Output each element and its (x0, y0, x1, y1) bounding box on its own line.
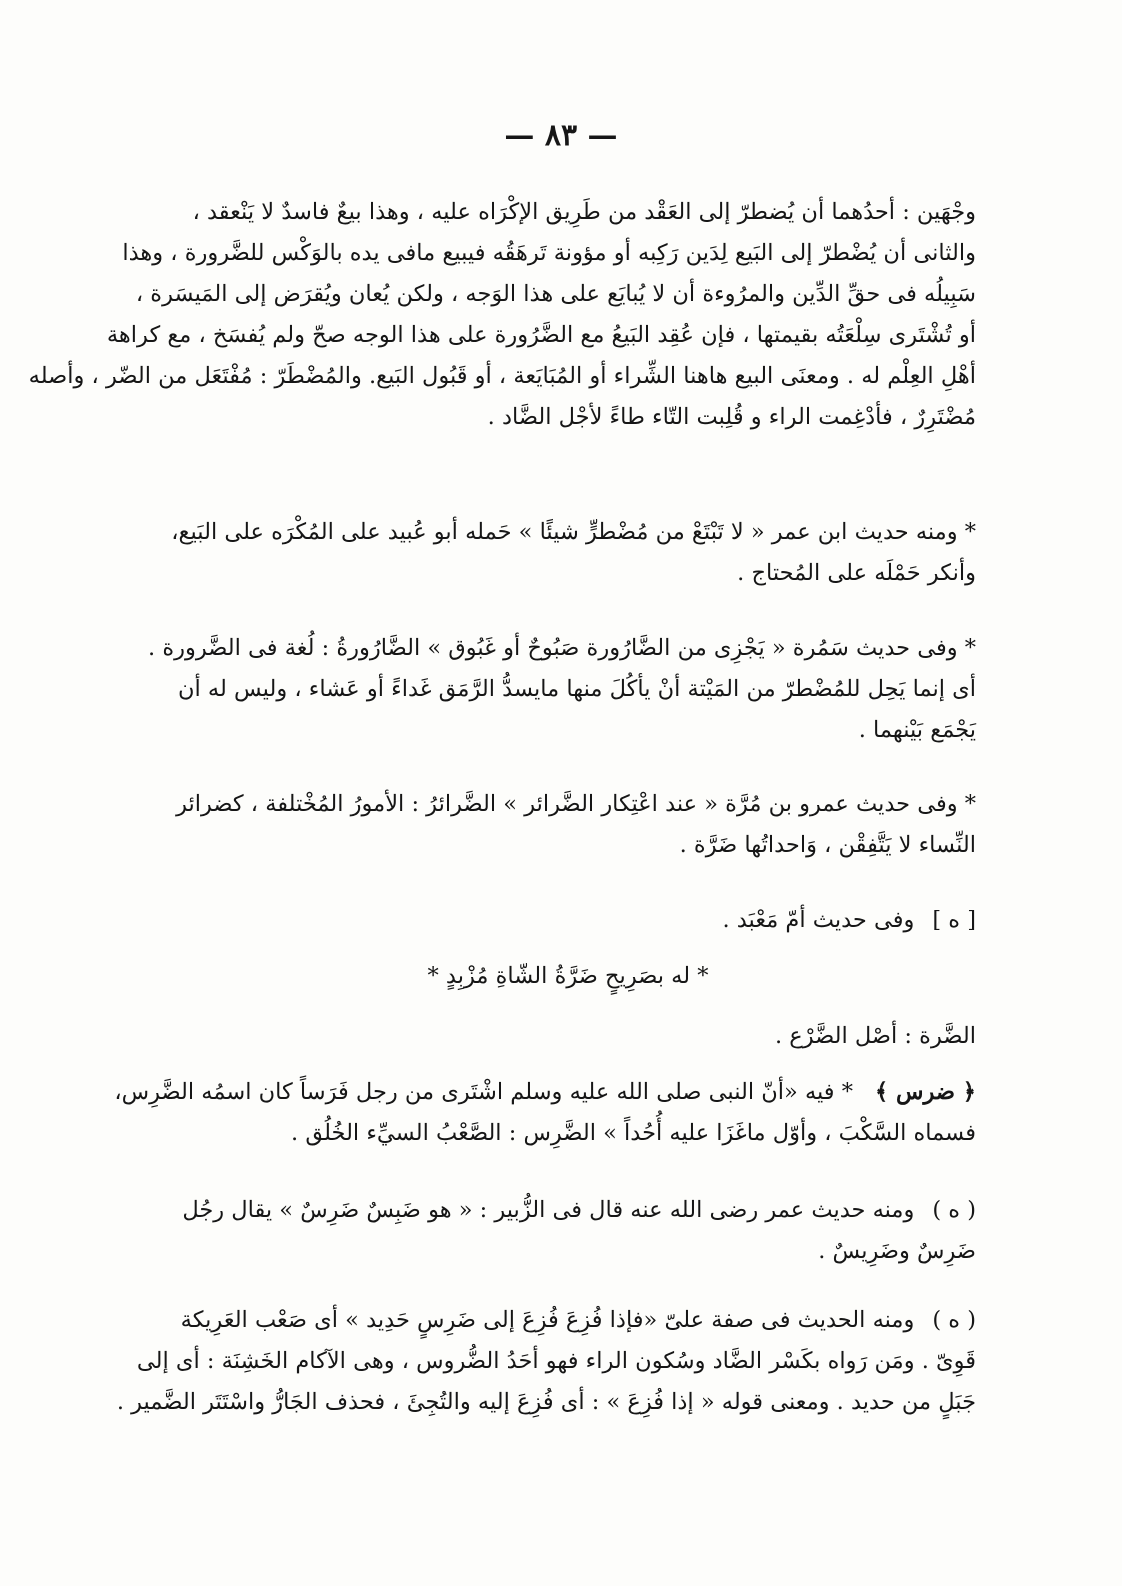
text-line: * وفى حديث عمرو بن مُرَّة « عند اعْتِكار الضَّرائر » الضَّرائرُ : الأمورُ المُخْتلفة ، كضرائر (176, 791, 976, 817)
paragraph-3 (148, 628, 976, 751)
text-line: أو تُشْتَرى سِلْعَتُه بقيمتها ، فإن عُقِد البَيعُ مع الضَّرُورة على هذا الوجه صحّ ولم يُفسَخ ، مع كراهة (106, 322, 976, 348)
text-line: * ومنه حديث ابن عمر « لا تَبْتَعْ من مُضْطرٍّ شيئًا » حَمله أبو عُبيد على المُكْرَه على البَيع، (171, 519, 976, 545)
paragraph-7 (160, 1016, 976, 1057)
text-line: مُضْتَرِرٌ ، فأدْغِمت الراء و قُلِبت التّاء طاءً لأجْل الضَّاد . (487, 404, 976, 430)
text-line (114, 1072, 976, 1113)
line-text: * فيه «أنّ النبى صلى الله عليه وسلم اشْتَرى من رجل فَرَساً كان اسمُه الضَّرِس، (114, 1079, 853, 1105)
text-line: النِّساء لا يَتَّفِقْن ، وَاحداتُها ضَرَّة . (679, 832, 976, 858)
text-line: أى إنما يَحِل للمُضْطرّ من المَيْتة أنْ يأكُلَ منها مايسدُّ الرَّمَق غَداءً أو عَشاء ، وليس له أن (178, 676, 976, 702)
source-marker: [ ه ] (932, 907, 976, 933)
paragraph-1 (28, 192, 976, 438)
text-line: يَجْمَع بَيْنهما . (858, 717, 976, 743)
text-line (160, 1190, 976, 1231)
text-line: ضَرِسٌ وضَرِيسٌ . (818, 1238, 976, 1264)
text-line: وأنكر حَمْلَه على المُحتاج . (737, 560, 976, 586)
paragraph-4 (160, 784, 976, 866)
text-line: سَبِيلُه فى حقِّ الدِّين والمرُوءة أن لا يُبايَع على هذا الوَجه ، ولكن يُعان ويُقرَض إلى المَيسَرة ، (135, 281, 976, 307)
entry-dars (114, 1072, 976, 1154)
text-line: الضَّرة : أصْل الضَّرْع . (774, 1023, 976, 1049)
page-number: — ٨٣ — (504, 118, 618, 153)
text-line (160, 900, 976, 941)
text-line: * وفى حديث سَمُرة « يَجْزِى من الضَّارُورة صَبُوحٌ أو غَبُوق » الضَّارُورةُ : لُغة فى الضَّرورة . (148, 635, 976, 661)
paragraph-10 (116, 1300, 976, 1423)
paragraph-9 (160, 1190, 976, 1272)
source-marker: ( ه ) (932, 1307, 976, 1333)
text-line: والثانى أن يُضْطرّ إلى البَيع لِدَين رَكِبه أو مؤونة تَرهَقُه فيبيع مافى يده بالوَكْس للضَّرورة ، وهذا (122, 240, 976, 266)
text-line: أهْلِ العِلْم له . ومعنَى البيع هاهنا الشِّراء أو المُبَايَعة ، أو قَبُول البَيع. والمُضْطَرّ : مُفْتَعَل من الضّر ، وأصله (28, 363, 976, 389)
paragraph-2 (160, 512, 976, 594)
line-text: وفى حديث أمّ مَعْبَد . (722, 907, 915, 933)
verse-line (160, 956, 976, 997)
paragraph-5 (160, 900, 976, 941)
text-line: قَوِىّ . ومَن رَواه بكَسْر الضَّاد وسُكون الراء فهو أحَدُ الضُّروس ، وهى الآكام الخَشِنَة : أى إلى (136, 1348, 976, 1374)
text-line: فسماه السَّكْبَ ، وأوّل ماغَزَا عليه أُحُداً » الضَّرِس : الصَّعْبُ السيِّء الخُلُق . (291, 1120, 976, 1146)
source-marker: ( ه ) (932, 1197, 976, 1223)
line-text: ومنه الحديث فى صفة علىّ «فإذا فُزِعَ فُزِعَ إلى ضَرِسٍ حَدِيد » أى صَعْب العَرِيكة (180, 1307, 915, 1333)
text-line: * له بصَرِيحٍ ضَرَّةُ الشّاةِ مُزْبِدٍ * (427, 963, 709, 989)
text-line: جَبَلٍ من حديد . ومعنى قوله « إذا فُزِعَ » : أى فُزِعَ إليه والتُجِئَ ، فحذف الجَارُّ واسْتَتَر الضَّمير . (116, 1389, 976, 1415)
line-text: ومنه حديث عمر رضى الله عنه قال فى الزُّبير : « هو ضَبِسٌ ضَرِسٌ » يقال رجُل (182, 1197, 915, 1223)
text-line (160, 1300, 976, 1341)
text-line: وجْهَين : أحدُهما أن يُضطرّ إلى العَقْد من طَرِيق الإكْرَاه عليه ، وهذا بيعٌ فاسدٌ لا يَنْعقد ، (192, 199, 976, 225)
entry-headword: ﴿ ضرس ﴾ (874, 1079, 976, 1105)
